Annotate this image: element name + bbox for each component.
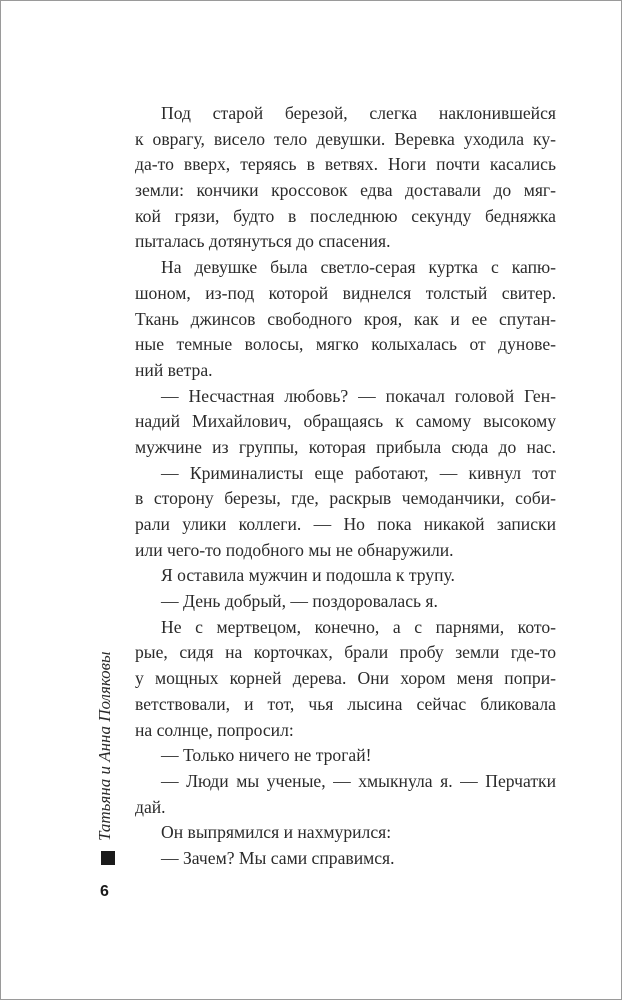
section-marker-square xyxy=(101,851,115,865)
text-line: Не с мертвецом, конечно, а с парнями, кото- xyxy=(161,616,556,637)
text-line: — Зачем? Мы сами справимся. xyxy=(161,847,395,868)
text-line: надий Михайлович, обращаясь к самому высокому xyxy=(135,411,556,432)
text-line: мужчине из группы, которая прибыла сюда до нас. xyxy=(135,436,556,457)
text-line: на солнце, попросил: xyxy=(135,719,294,740)
text-line: шоном, из-под которой виднелся толстый свитер. xyxy=(135,282,556,303)
text-line: Ткань джинсов свободного кроя, как и ее спутан- xyxy=(135,308,556,329)
text-line: рые, сидя на корточках, брали пробу земли где-то xyxy=(135,642,556,663)
text-line: в сторону березы, где, раскрыв чемоданчики, соби- xyxy=(135,488,556,509)
text-line: — Несчастная любовь? — покачал головой Ген- xyxy=(161,385,556,406)
text-line: рали улики коллеги. — Но пока никакой записки xyxy=(135,514,556,534)
body-text xyxy=(135,101,556,872)
text-line: — День добрый, — поздоровалась я. xyxy=(161,591,438,612)
text-line: дай. xyxy=(135,796,166,817)
text-line: ные темные волосы, мягко колыхалась от дунове- xyxy=(135,334,556,355)
text-line: — Только ничего не трогай! xyxy=(161,745,372,766)
text-line: земли: кончики кроссовок едва доставали до мяг- xyxy=(135,180,556,201)
text-line: или чего-то подобного мы не обнаружили. xyxy=(135,539,454,560)
text-line: ний ветра. xyxy=(135,359,213,380)
text-line: — Люди мы ученые, — хмыкнула я. — Перчатки xyxy=(161,770,556,791)
page-number: 6 xyxy=(100,883,109,900)
text-line: к оврагу, висело тело девушки. Веревка уходила ку- xyxy=(135,128,556,149)
text-line: да-то вверх, теряясь в ветвях. Ноги почти касались xyxy=(135,154,556,175)
text-line: у мощных корней дерева. Они хором меня попри- xyxy=(135,668,556,689)
text-line: — Криминалисты еще работают, — кивнул тот xyxy=(161,462,556,483)
running-head-author: Татьяна и Анна Поляковы xyxy=(95,651,114,841)
text-line: пыталась дотянуться до спасения. xyxy=(135,231,391,252)
text-line: Он выпрямился и нахмурился: xyxy=(161,822,392,843)
text-line: Под старой березой, слегка наклонившейся xyxy=(161,103,556,123)
text-line: Я оставила мужчин и подошла к трупу. xyxy=(161,565,455,586)
text-line: На девушке была светло-серая куртка с капю- xyxy=(161,257,556,278)
text-line: ветствовали, и тот, чья лысина сейчас бликовала xyxy=(135,693,556,714)
text-line: кой грязи, будто в последнюю секунду бедняжка xyxy=(135,205,556,226)
